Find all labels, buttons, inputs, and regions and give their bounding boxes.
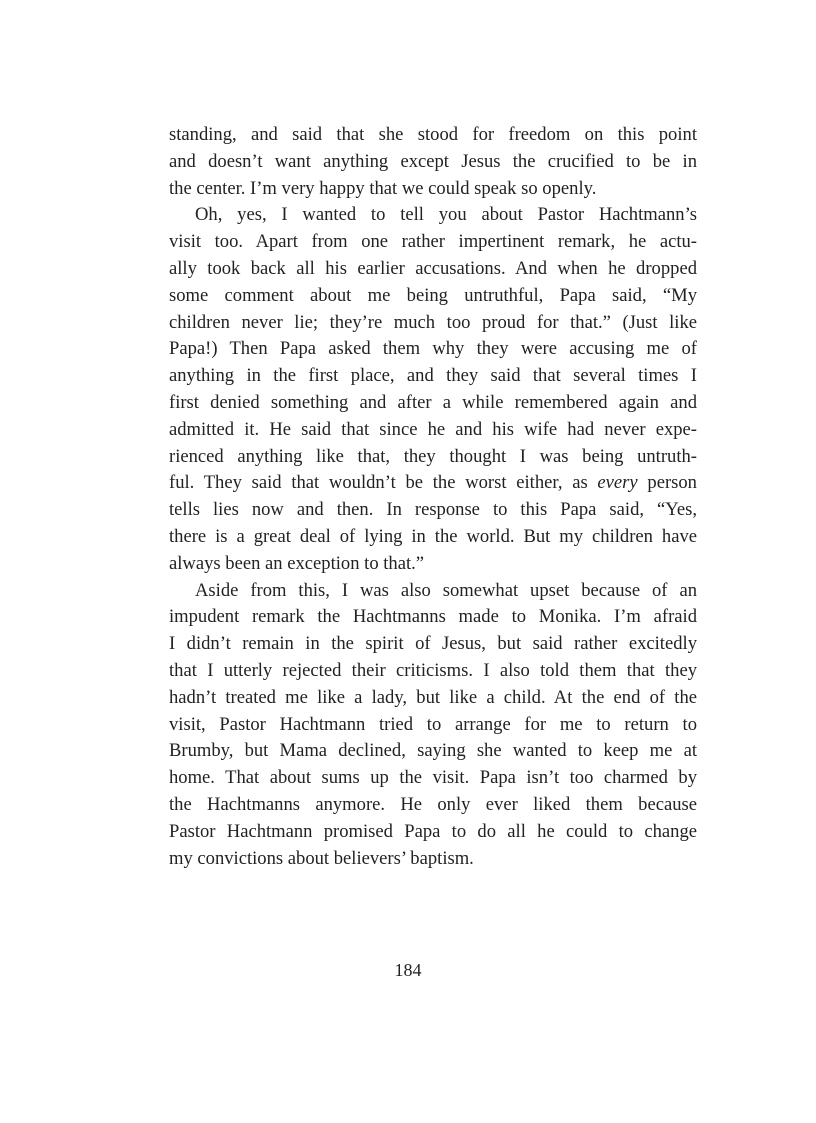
text-line: admitted it. He said that since he and his wife had never expe- <box>169 418 697 440</box>
page-number: 184 <box>394 960 422 980</box>
text-line: visit too. Apart from one rather impertinent remark, he actu- <box>169 231 697 253</box>
text-line: Pastor Hachtmann promised Papa to do all he could to change <box>169 820 697 842</box>
text-line: Papa!) Then Papa asked them why they were accusing me of <box>169 338 697 360</box>
text-line: Oh, yes, I wanted to tell you about Pastor Hachtmann’s <box>195 204 697 226</box>
text-line: first denied something and after a while remembered again and <box>169 391 697 413</box>
paragraph-1 <box>169 122 697 202</box>
text-line: Brumby, but Mama declined, saying she wanted to keep me at <box>169 740 697 762</box>
text-line: Aside from this, I was also somewhat upset because of an <box>195 579 697 601</box>
paragraph-2 <box>169 202 697 577</box>
emphasis-every: every <box>597 472 638 494</box>
text-line: that I utterly rejected their criticisms. I also told them that they <box>169 659 697 681</box>
text-line: children never lie; they’re much too proud for that.” (Just like <box>169 311 697 333</box>
text-line: standing, and said that she stood for freedom on this point <box>169 124 697 145</box>
text-line: my convictions about believers’ baptism. <box>169 847 474 869</box>
text-line: visit, Pastor Hachtmann tried to arrange for me to return to <box>169 713 697 735</box>
text-line: and doesn’t want anything except Jesus the crucified to be in <box>169 150 697 172</box>
text-line: rienced anything like that, they thought I was being untruth- <box>169 445 697 467</box>
text-line: the center. I’m very happy that we could speak so openly. <box>169 177 597 199</box>
text-line: hadn’t treated me like a lady, but like a child. At the end of the <box>169 686 697 708</box>
text-line: the Hachtmanns anymore. He only ever liked them because <box>169 793 697 815</box>
text-line-with-emphasis: ful. They said that wouldn’t be the worst either, as every person <box>169 472 697 494</box>
text-line: tells lies now and then. In response to this Papa said, “Yes, <box>169 499 697 521</box>
text-line: home. That about sums up the visit. Papa isn’t too charmed by <box>169 767 697 789</box>
text-line: impudent remark the Hachtmanns made to Monika. I’m afraid <box>169 606 697 628</box>
paragraph-3 <box>169 578 697 873</box>
text-line: some comment about me being untruthful, Papa said, “My <box>169 284 697 306</box>
text-line: I didn’t remain in the spirit of Jesus, but said rather excitedly <box>169 633 697 655</box>
text-line: ally took back all his earlier accusations. And when he dropped <box>169 257 697 279</box>
body-text <box>169 122 697 872</box>
text-line: there is a great deal of lying in the world. But my children have <box>169 525 697 547</box>
text-line: anything in the first place, and they said that several times I <box>169 365 697 387</box>
text-line: always been an exception to that.” <box>169 552 425 574</box>
